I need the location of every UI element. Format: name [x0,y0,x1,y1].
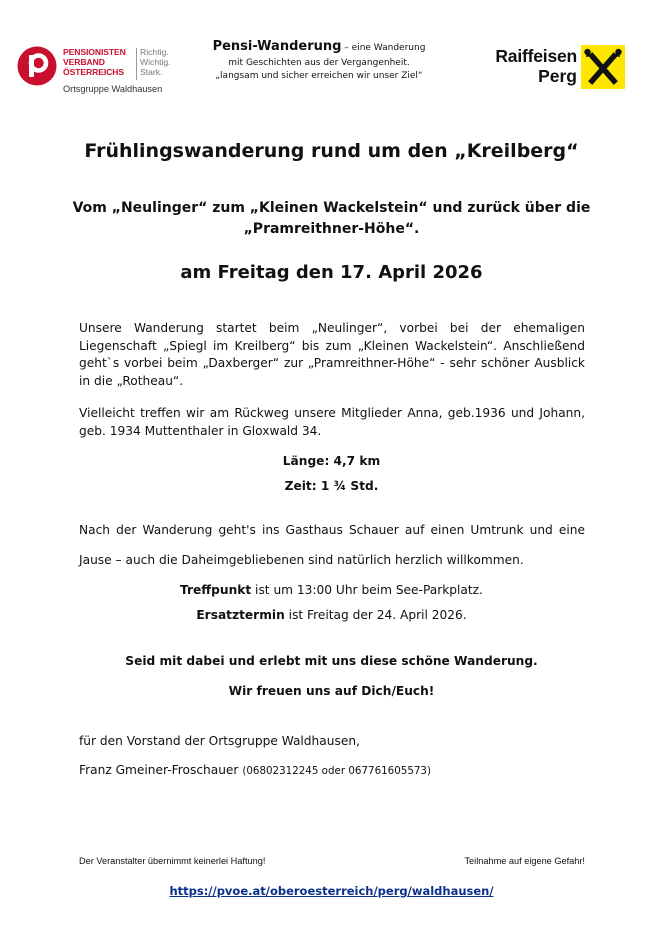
header-tagline [190,38,448,83]
pvoe-name-line: PENSIONISTEN [63,47,126,57]
event-date: am Freitag den 17. April 2026 [180,262,483,283]
meeting-point-label: Treffpunkt [180,583,252,597]
tagline-line2: mit Geschichten aus der Vergangenheit. [228,58,410,68]
alternate-date-label: Ersatztermin [196,608,285,622]
pvoe-logo [17,42,177,100]
raiffeisen-line2: Perg [538,66,577,86]
raiffeisen-logo [467,45,647,97]
signature-name: Franz Gmeiner-Froschauer [79,763,243,777]
pvoe-slogan [140,47,184,78]
pvoe-divider [136,48,137,80]
document-title: Frühlingswanderung rund um den „Kreilberg“ [84,140,579,162]
route-length: Länge: 4,7 km [282,454,381,468]
pvoe-name [63,47,135,78]
raiffeisen-wordmark [467,46,577,86]
pvoe-name-line: ÖSTERREICHS [63,67,124,78]
pvoe-group-name: Ortsgruppe Waldhausen [63,84,163,94]
tagline-line1 [190,38,448,57]
raiffeisen-line1: Raiffeisen [495,46,577,66]
members-paragraph: Vielleicht treffen wir am Rückweg unsere Mitglieder Anna, geb.1936 und Johann, geb. 1934 Muttenthaler in Gloxwald 34. [79,406,585,438]
route-subtitle: Vom „Neulinger“ zum „Kleinen Wackelstein“ und zurück über die „Pramreithner-Höhe“. [72,200,591,237]
tagline-title: Pensi-Wanderung [212,39,342,54]
pvoe-slogan-line: Richtig. [140,47,169,57]
route-duration: Zeit: 1 ¾ Std. [284,479,379,493]
meeting-point-text: ist um 13:00 Uhr beim See-Parkplatz. [251,583,483,597]
pvoe-p-logo-icon [17,46,57,86]
page-header [0,0,663,110]
tagline-title-suffix: – eine Wanderung [341,43,426,53]
tagline-line3: „langsam und sicher erreichen wir unser Ziel“ [215,71,423,81]
route-description: Unsere Wanderung startet beim „Neulinger“, vorbei bei der ehemaligen Liegenschaft „Spiegl im Kreilberg“ bis zum „Kleinen Wackelstein“. Anschließend geht`s vorbei beim „Daxberger“ zur „Pramreithner-Höhe“ - sehr schöner Ausblick in die „Rotheau“. [79,321,585,388]
invitation-line1: Seid mit dabei und erlebt mit uns diese schöne Wanderung. [125,654,538,668]
raiffeisen-gable-cross-icon [581,45,625,89]
pvoe-slogan-line: Stark. [140,67,163,78]
liability-disclaimer: Der Veranstalter übernimmt keinerlei Haftung! [79,856,266,866]
alternate-date-text: ist Freitag der 24. April 2026. [284,608,467,622]
signature-phones: (06802312245 oder 067761605573) [242,765,431,777]
pvoe-slogan-line: Wichtig. [140,57,171,68]
signature-name-line [79,762,431,780]
own-risk-notice: Teilnahme auf eigene Gefahr! [464,856,585,866]
invitation-line2: Wir freuen uns auf Dich/Euch! [228,684,435,698]
alternate-date [0,607,663,624]
website-link[interactable]: https://pvoe.at/oberoesterreich/perg/waldhausen/ [169,884,494,898]
meeting-point [0,582,663,599]
signature-intro: für den Vorstand der Ortsgruppe Waldhausen, [79,734,360,748]
after-hike-paragraph: Nach der Wanderung geht's ins Gasthaus Schauer auf einen Umtrunk und eine Jause – auch die Daheimgebliebenen sind natürlich herzlich willkommen. [79,523,585,567]
pvoe-name-line: VERBAND [63,57,105,68]
